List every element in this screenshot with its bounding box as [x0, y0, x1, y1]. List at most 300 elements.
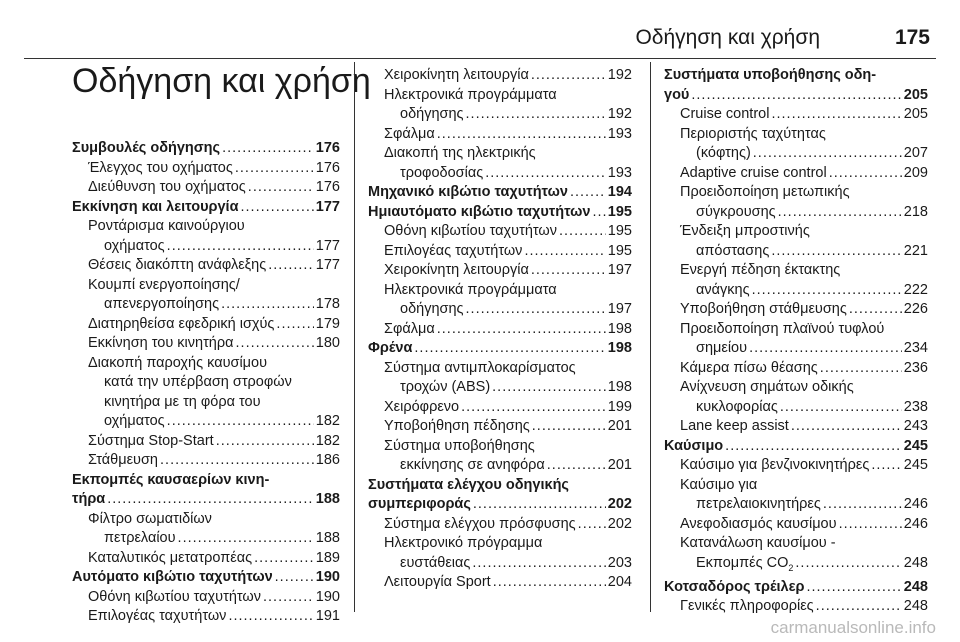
toc-entry-text: οχήματος	[104, 237, 165, 254]
toc-entry-title	[696, 144, 751, 164]
toc-entry[interactable]	[72, 529, 340, 549]
toc-entry-text: Διατηρηθείσα εφεδρική ισχύς	[88, 315, 275, 332]
dot-leader	[829, 164, 902, 184]
toc-entry-page: 177	[315, 237, 340, 254]
toc-entry-text: Έλεγχος του οχήματος	[88, 159, 233, 176]
toc-column-1	[72, 139, 340, 627]
toc-entry-text: Κάμερα πίσω θέασης	[680, 359, 818, 376]
toc-entry-page: 189	[315, 549, 340, 566]
toc-entry-text: Συμβουλές οδήγησης	[72, 140, 221, 156]
toc-entry-text: οδήγησης	[400, 106, 464, 122]
toc-entry-text: Adaptive cruise control	[680, 164, 827, 181]
toc-entry[interactable]	[664, 515, 928, 535]
dot-leader	[791, 417, 902, 437]
toc-entry-page: 205	[903, 86, 928, 103]
toc-entry-title	[680, 515, 837, 535]
toc-entry[interactable]	[368, 515, 632, 535]
toc-entry[interactable]	[368, 417, 632, 437]
toc-entry-page: 188	[315, 530, 340, 546]
dot-leader	[753, 144, 902, 164]
toc-section-entry[interactable]	[72, 139, 340, 159]
toc-entry-page: 192	[607, 106, 632, 122]
toc-entry-title	[696, 203, 776, 223]
toc-entry-page: 245	[903, 437, 928, 454]
toc-entry-text: Φρένα	[368, 340, 413, 356]
toc-entry-text: απόστασης	[696, 242, 770, 259]
toc-entry-text: Επιλογέας ταχυτήτων	[88, 608, 227, 624]
toc-entry-title	[384, 242, 522, 262]
toc-entry-title	[680, 105, 769, 125]
toc-entry[interactable]	[664, 281, 928, 301]
toc-section-entry[interactable]	[368, 495, 632, 515]
toc-entry-text: Καύσιμο για βενζινοκινητήρες	[680, 457, 870, 473]
toc-entry-page: 201	[607, 457, 632, 473]
toc-entry[interactable]	[368, 105, 632, 125]
toc-entry-title	[384, 320, 435, 340]
toc-entry-title	[400, 164, 483, 184]
toc-entry-title	[104, 295, 219, 315]
toc-entry-title	[400, 456, 545, 476]
toc-line: κινητήρα με τη φόρα του	[104, 393, 261, 410]
toc-entry-page: 178	[315, 296, 340, 312]
dot-leader	[485, 164, 606, 184]
toc-entry-title	[680, 359, 818, 379]
toc-entry-page: 186	[315, 452, 340, 468]
toc-entry-title	[400, 554, 470, 574]
toc-entry[interactable]	[664, 456, 928, 476]
toc-entry-text: Σφάλμα	[384, 125, 435, 142]
toc-entry-title	[88, 607, 226, 627]
subscript: 2	[788, 562, 794, 573]
toc-entry-title	[696, 242, 769, 262]
toc-entry-page: 245	[903, 457, 928, 473]
toc-entry-title	[384, 125, 435, 145]
toc-section-entry[interactable]	[664, 578, 928, 598]
toc-entry[interactable]	[72, 412, 340, 432]
toc-entry[interactable]	[664, 164, 928, 184]
dot-leader	[437, 320, 606, 340]
toc-line: Περιοριστής ταχύτητας	[680, 125, 826, 142]
toc-entry-title	[368, 339, 412, 359]
toc-line: Σύστημα υποβοήθησης	[384, 437, 535, 454]
toc-entry[interactable]	[72, 588, 340, 608]
toc-line: Συστήματα ελέγχου οδηγικής	[368, 476, 569, 493]
toc-entry-text: σύγκρουσης	[696, 203, 776, 220]
toc-entry[interactable]	[664, 495, 928, 515]
toc-entry-title	[680, 597, 814, 617]
toc-entry-text: Χειρόφρενο	[384, 398, 460, 415]
dot-leader	[241, 198, 314, 218]
toc-entry-title	[88, 178, 246, 198]
toc-line: κατά την υπέρβαση στροφών	[104, 374, 292, 390]
dot-leader	[820, 359, 902, 379]
toc-entry-title	[88, 432, 214, 452]
toc-entry[interactable]	[368, 222, 632, 242]
toc-entry-page: 238	[903, 398, 928, 415]
toc-section-entry[interactable]	[368, 203, 632, 223]
toc-section-entry[interactable]	[368, 183, 632, 203]
toc-entry-text: Εκκίνηση του κινητήρα	[88, 335, 234, 351]
toc-entry-title	[368, 203, 590, 223]
toc-entry-page: 199	[607, 398, 632, 415]
toc-entry-page: 197	[607, 262, 632, 278]
dot-leader	[547, 456, 606, 476]
toc-entry-page: 197	[607, 301, 632, 317]
toc-entry-page: 190	[315, 588, 340, 605]
toc-entry[interactable]	[72, 178, 340, 198]
toc-entry-text: Ανεφοδιασμός καυσίμου	[680, 515, 837, 532]
toc-entry-title	[72, 198, 239, 218]
dot-leader	[849, 300, 902, 320]
toc-entry-page: 243	[903, 418, 928, 434]
toc-entry[interactable]	[664, 398, 928, 418]
toc-entry-title	[664, 86, 689, 106]
toc-entry-page: 190	[315, 569, 340, 585]
toc-line: Ηλεκτρονικά προγράμματα	[384, 281, 557, 298]
toc-entry-title	[88, 159, 233, 179]
toc-entry-page: 248	[903, 578, 928, 595]
toc-entry[interactable]	[72, 295, 340, 315]
dot-leader	[839, 515, 902, 535]
dot-leader	[461, 398, 606, 418]
toc-entry-page: 248	[903, 598, 928, 615]
dot-leader	[778, 203, 902, 223]
toc-entry-title	[88, 315, 274, 335]
dot-leader	[216, 432, 314, 452]
toc-entry-text: Οθόνη κιβωτίου ταχυτήτων	[88, 588, 261, 605]
toc-section-entry[interactable]	[664, 437, 928, 457]
dot-leader	[795, 554, 901, 574]
toc-entry-text: Υποβοήθηση πέδησης	[384, 418, 530, 434]
toc-entry[interactable]	[664, 203, 928, 223]
toc-section-entry[interactable]	[72, 490, 340, 510]
dot-leader	[414, 339, 605, 359]
dot-leader	[492, 378, 606, 398]
toc-entry-title	[88, 256, 266, 276]
dot-leader	[816, 597, 902, 617]
toc-entry[interactable]	[72, 237, 340, 257]
toc-entry-text: Σύστημα ελέγχου πρόσφυσης	[384, 515, 576, 532]
dot-leader	[248, 178, 314, 198]
toc-line: Ηλεκτρονικά προγράμματα	[384, 86, 557, 103]
toc-entry-text: Υποβοήθηση στάθμευσης	[680, 301, 847, 317]
dot-leader	[107, 490, 314, 510]
toc-entry-text: Καύσιμο	[664, 437, 724, 454]
toc-entry[interactable]	[368, 378, 632, 398]
toc-line: Ανίχνευση σημάτων οδικής	[680, 379, 854, 395]
toc-entry-page: 218	[903, 203, 928, 220]
toc-entry[interactable]	[72, 432, 340, 452]
dot-leader	[691, 86, 901, 106]
column-divider-1	[354, 62, 355, 612]
toc-entry-text: Cruise control	[680, 106, 770, 122]
toc-entry[interactable]	[368, 398, 632, 418]
toc-entry-text: (κόφτης)	[696, 145, 751, 161]
dot-leader	[725, 437, 902, 457]
toc-entry-page: 234	[903, 340, 928, 356]
toc-entry-title	[400, 378, 490, 398]
toc-entry-text: Επιλογέας ταχυτήτων	[384, 242, 523, 259]
toc-entry-text: πετρελαιοκινητήρες	[696, 496, 821, 512]
toc-entry-page: 195	[607, 203, 632, 220]
toc-entry-title	[368, 183, 568, 203]
toc-entry-page: 204	[607, 574, 632, 590]
toc-entry-text: Ημιαυτόματο κιβώτιο ταχυτήτων	[368, 203, 591, 220]
dot-leader	[493, 573, 606, 593]
toc-line: Προειδοποίηση πλαϊνού τυφλού	[680, 320, 885, 337]
dot-leader	[592, 203, 605, 223]
toc-line: Ηλεκτρονικό πρόγραμμα	[384, 535, 543, 551]
toc-line: Κουμπί ενεργοποίησης/	[88, 276, 240, 293]
toc-entry-page: 221	[903, 242, 928, 259]
dot-leader	[222, 139, 314, 159]
dot-leader	[275, 568, 314, 588]
toc-section-entry[interactable]	[368, 339, 632, 359]
toc-line: Διακοπή της ηλεκτρικής	[384, 145, 536, 161]
dot-leader	[276, 315, 313, 335]
toc-entry-text: Διεύθυνση του οχήματος	[88, 179, 246, 195]
dot-leader	[437, 125, 606, 145]
toc-entry-text: κυκλοφορίας	[696, 398, 778, 415]
toc-entry-text: απενεργοποίησης	[104, 296, 220, 312]
toc-entry-title	[696, 495, 821, 515]
toc-entry-text: Στάθμευση	[88, 452, 159, 468]
toc-entry-text: τροφοδοσίας	[400, 164, 484, 181]
toc-entry-page: 198	[607, 379, 632, 395]
toc-entry[interactable]	[368, 300, 632, 320]
toc-entry[interactable]	[664, 554, 928, 578]
toc-entry-text: Κοτσαδόρος τρέιλερ	[664, 578, 805, 595]
toc-entry-title	[664, 437, 723, 457]
toc-entry-title	[384, 417, 530, 437]
dot-leader	[531, 261, 606, 281]
toc-entry-page: 182	[315, 413, 340, 429]
toc-entry-title	[88, 549, 252, 569]
toc-entry[interactable]	[72, 334, 340, 354]
toc-entry-title	[88, 588, 261, 608]
toc-entry-title	[72, 490, 105, 510]
toc-entry[interactable]	[368, 456, 632, 476]
toc-entry-page: 188	[315, 491, 340, 507]
running-chapter-title: Οδήγηση και χρήση	[635, 26, 820, 49]
toc-entry-page: 205	[903, 106, 928, 122]
toc-entry[interactable]	[368, 554, 632, 574]
dot-leader	[236, 334, 314, 354]
toc-entry-page: 209	[903, 164, 928, 181]
toc-column-2	[368, 66, 632, 593]
dot-leader	[532, 417, 606, 437]
toc-entry-text: Εκκίνηση και λειτουργία	[72, 198, 239, 215]
toc-entry[interactable]	[368, 320, 632, 340]
toc-entry-page: 248	[903, 554, 928, 571]
toc-entry[interactable]	[72, 315, 340, 335]
chapter-title: Οδήγηση και χρήση	[72, 62, 371, 100]
toc-entry[interactable]	[368, 573, 632, 593]
toc-entry-title	[72, 568, 273, 588]
toc-entry-text: εκκίνησης σε ανηφόρα	[400, 457, 545, 473]
toc-entry-text: Χειροκίνητη λειτουργία	[384, 262, 529, 278]
dot-leader	[524, 242, 605, 262]
toc-entry[interactable]	[664, 597, 928, 617]
toc-entry-title	[104, 529, 176, 549]
dot-leader	[221, 295, 314, 315]
toc-entry[interactable]	[664, 359, 928, 379]
page-header	[30, 26, 930, 56]
toc-column-3	[664, 66, 928, 617]
toc-entry-page: 193	[607, 125, 632, 142]
toc-entry-text: Καταλυτικός μετατροπέας	[88, 549, 253, 566]
toc-entry-title	[368, 495, 471, 515]
dot-leader	[466, 300, 606, 320]
toc-entry-page: 176	[315, 140, 340, 156]
toc-section-entry[interactable]	[72, 568, 340, 588]
toc-line: Καύσιμο για	[680, 476, 758, 493]
dot-leader	[473, 495, 606, 515]
toc-entry-title	[696, 281, 750, 301]
watermark: carmanualsonline.info	[770, 618, 936, 637]
toc-entry-text: Σύστημα Stop-Start	[88, 432, 214, 449]
toc-entry[interactable]	[664, 339, 928, 359]
toc-entry-text: οχήματος	[104, 413, 165, 429]
toc-entry-text: ανάγκης	[696, 281, 750, 298]
dot-leader	[806, 578, 901, 598]
dot-leader	[228, 607, 313, 627]
toc-line: Ροντάρισμα καινούργιου	[88, 218, 245, 234]
toc-entry-title	[680, 300, 847, 320]
toc-entry-title	[384, 222, 557, 242]
toc-entry-text: Γενικές πληροφορίες	[680, 598, 814, 615]
toc-entry-title	[664, 578, 804, 598]
toc-entry-page: 246	[903, 515, 928, 532]
toc-line: Ενεργή πέδηση έκτακτης	[680, 262, 841, 278]
toc-entry-text: Χειροκίνητη λειτουργία	[384, 67, 529, 83]
toc-entry[interactable]	[664, 300, 928, 320]
toc-entry-title	[696, 554, 793, 578]
header-rule	[24, 58, 936, 59]
toc-entry-title	[680, 164, 827, 184]
toc-entry-page: 198	[607, 340, 632, 356]
toc-entry[interactable]	[368, 242, 632, 262]
toc-entry[interactable]	[368, 66, 632, 86]
dot-leader	[160, 451, 314, 471]
toc-entry-page: 226	[903, 301, 928, 317]
toc-entry-page: 236	[903, 359, 928, 376]
toc-entry[interactable]	[368, 164, 632, 184]
dot-leader	[178, 529, 314, 549]
dot-leader	[167, 412, 314, 432]
toc-section-entry[interactable]	[664, 86, 928, 106]
toc-entry[interactable]	[664, 242, 928, 262]
toc-entry-text: Σφάλμα	[384, 320, 435, 337]
toc-line: Εκπομπές καυσαερίων κινη-	[72, 471, 270, 488]
toc-entry-page: 198	[607, 320, 632, 337]
dot-leader	[254, 549, 314, 569]
dot-leader	[472, 554, 605, 574]
toc-entry-page: 203	[607, 554, 632, 571]
toc-line: Συστήματα υποβοήθησης οδη-	[664, 67, 877, 83]
toc-entry-title	[696, 339, 747, 359]
dot-leader	[771, 105, 901, 125]
toc-line: Σύστημα αντιμπλοκαρίσματος	[384, 359, 576, 376]
toc-entry[interactable]	[368, 261, 632, 281]
toc-entry-page: 176	[315, 159, 340, 176]
toc-entry-title	[680, 417, 789, 437]
toc-entry-text: οδήγησης	[400, 301, 464, 317]
toc-entry-text: Θέσεις διακόπτη ανάφλεξης	[88, 257, 267, 273]
toc-entry-title	[72, 139, 220, 159]
dot-leader	[263, 588, 314, 608]
toc-entry-page: 195	[607, 242, 632, 259]
toc-entry-title	[104, 412, 165, 432]
dot-leader	[167, 237, 314, 257]
toc-entry[interactable]	[72, 159, 340, 179]
toc-entry[interactable]	[664, 144, 928, 164]
toc-entry-text: συμπεριφοράς	[368, 496, 471, 512]
toc-entry[interactable]	[664, 417, 928, 437]
dot-leader	[559, 222, 606, 242]
toc-entry-title	[88, 334, 234, 354]
toc-entry-page: 180	[315, 335, 340, 351]
dot-leader	[780, 398, 902, 418]
toc-entry-title	[104, 237, 165, 257]
toc-entry-page: 246	[903, 496, 928, 512]
toc-entry[interactable]	[72, 549, 340, 569]
toc-entry-page: 222	[903, 281, 928, 298]
toc-entry-text: τήρα	[72, 491, 106, 507]
toc-entry-title	[384, 261, 529, 281]
page-number: 175	[894, 26, 930, 49]
dot-leader	[578, 515, 606, 535]
toc-entry[interactable]	[72, 256, 340, 276]
toc-section-entry[interactable]	[72, 198, 340, 218]
toc-entry[interactable]	[72, 451, 340, 471]
toc-entry-page: 182	[315, 432, 340, 449]
toc-entry-title	[400, 105, 464, 125]
toc-entry-text: Αυτόματο κιβώτιο ταχυτήτων	[72, 569, 273, 585]
toc-entry-page: 192	[607, 67, 632, 83]
toc-entry-text: πετρελαίου	[104, 530, 176, 546]
toc-entry-title	[680, 456, 869, 476]
toc-entry-title	[384, 573, 491, 593]
toc-entry-text: γού	[664, 86, 690, 103]
toc-entry-title	[384, 515, 576, 535]
column-divider-2	[650, 62, 651, 612]
dot-leader	[268, 256, 314, 276]
toc-entry-text: τροχών (ABS)	[400, 379, 491, 395]
toc-line: Διακοπή παροχής καυσίμου	[88, 354, 268, 371]
dot-leader	[531, 66, 606, 86]
toc-entry-text: Μηχανικό κιβώτιο ταχυτήτων	[368, 184, 568, 200]
toc-entry[interactable]	[664, 105, 928, 125]
toc-entry-page: 207	[903, 145, 928, 161]
toc-line: Φίλτρο σωματιδίων	[88, 510, 212, 527]
toc-entry-page: 201	[607, 418, 632, 434]
toc-entry-title	[400, 300, 464, 320]
toc-entry-text: Οθόνη κιβωτίου ταχυτήτων	[384, 223, 557, 239]
dot-leader	[749, 339, 902, 359]
toc-entry-text: Εκπομπές CO	[696, 554, 789, 571]
toc-entry-title	[696, 398, 778, 418]
dot-leader	[466, 105, 606, 125]
toc-entry-page: 179	[315, 315, 340, 332]
toc-entry-page: 202	[607, 496, 632, 512]
dot-leader	[752, 281, 902, 301]
toc-entry-text: Λειτουργία Sport	[384, 574, 491, 590]
toc-entry[interactable]	[72, 607, 340, 627]
toc-entry[interactable]	[368, 125, 632, 145]
toc-entry-page: 177	[315, 198, 340, 215]
toc-entry-page: 177	[315, 257, 340, 273]
